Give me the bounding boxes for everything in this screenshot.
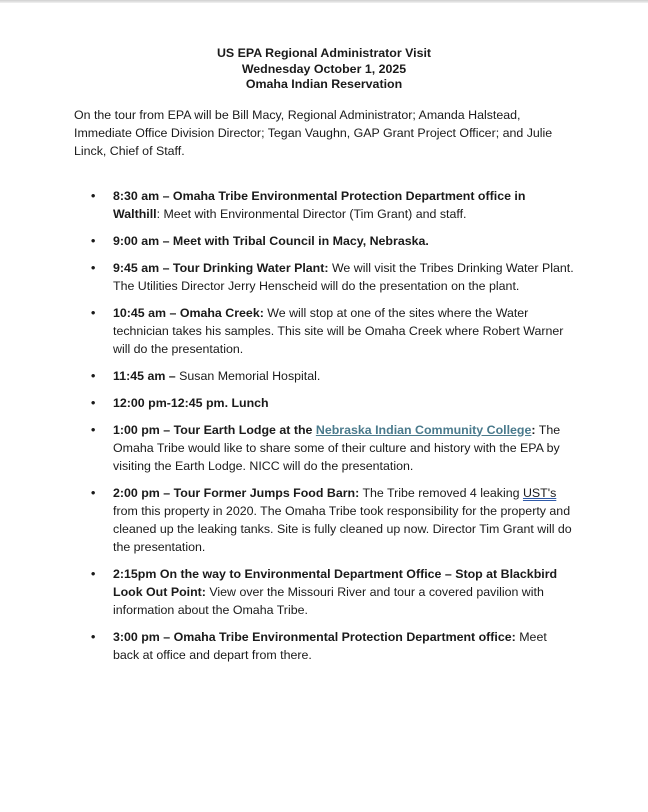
ust-underlined-term: UST's [522,485,557,500]
agenda-item-text-continued: from this property in 2020. The Omaha Tribe took responsibility for the property and cleaned up the leaking tanks. Site is fully cleaned up now. Director Tim Grant will do the presentation. [113,503,572,554]
agenda-item-heading: 3:00 pm – Omaha Tribe Environmental Protection Department office: [113,629,516,644]
agenda-item [74,304,574,358]
agenda-item-text: : Meet with Environmental Director (Tim Grant) and staff. [156,206,467,221]
agenda-item-heading: 2:00 pm – Tour Former Jumps Food Barn: [113,485,360,500]
agenda-item-heading: 11:45 am – [113,368,176,383]
bullet-icon: • [91,566,96,581]
agenda-item-text: The Omaha Tribe would like to share some of their culture and history with the EPA by visiting the Earth Lodge. NICC will do the presentation. [113,422,561,473]
bullet-icon: • [91,368,96,383]
agenda-item [74,394,574,412]
agenda-item-heading: 10:45 am – Omaha Creek: [113,305,264,320]
bullet-icon: • [91,422,96,437]
agenda-item-text: Meet back at office and depart from there. [113,629,547,662]
title-line-location: Omaha Indian Reservation [245,77,403,91]
bullet-icon: • [91,485,96,500]
bullet-icon: • [91,305,96,320]
bullet-icon: • [91,629,96,644]
bullet-icon: • [91,395,96,410]
agenda-item-heading: 1:00 pm – Tour Earth Lodge at the [113,422,316,437]
agenda-list [74,187,574,664]
agenda-item-colon: : [531,422,536,437]
agenda-item-text: We will stop at one of the sites where the Water technician takes his samples. This site will be Omaha Creek where Robert Warner will do the presentation. [113,305,564,356]
document-page [74,46,574,673]
agenda-item [74,484,574,556]
agenda-item [74,628,574,664]
agenda-item-text: The Tribe removed 4 leaking [359,485,523,500]
agenda-item-heading: 8:30 am – Omaha Tribe Environmental Protection Department office in Walthill [113,188,526,221]
document-title [74,46,574,93]
agenda-item [74,367,574,385]
title-line-event: US EPA Regional Administrator Visit [216,46,432,60]
nicc-link[interactable]: Nebraska Indian Community College [315,422,532,437]
page-top-edge [0,0,648,3]
bullet-icon: • [91,233,96,248]
agenda-item [74,259,574,295]
agenda-item-heading: 2:15pm On the way to Environmental Department Office – Stop at Blackbird Look Out Point: [113,566,558,599]
title-line-date: Wednesday October 1, 2025 [241,61,407,76]
agenda-item-heading: 12:00 pm-12:45 pm. Lunch [113,395,269,410]
agenda-item [74,187,574,223]
agenda-item [74,232,574,250]
agenda-item-text: View over the Missouri River and tour a covered pavilion with information about the Omaha Tribe. [113,584,544,617]
intro-paragraph: On the tour from EPA will be Bill Macy, Regional Administrator; Amanda Halstead, Immediate Office Division Director; Tegan Vaughn, GAP Grant Project Officer; and Julie Linck, Chief of Staff. [74,107,553,158]
agenda-item [74,565,574,619]
agenda-item-heading: 9:45 am – Tour Drinking Water Plant: [113,260,329,275]
agenda-item [74,421,574,475]
agenda-item-text: Susan Memorial Hospital. [175,368,321,383]
agenda-item-heading: 9:00 am – Meet with Tribal Council in Macy, Nebraska. [113,233,429,248]
agenda-item-text: We will visit the Tribes Drinking Water Plant. The Utilities Director Jerry Henscheid will do the presentation on the plant. [113,260,574,293]
bullet-icon: • [91,188,96,203]
bullet-icon: • [91,260,96,275]
